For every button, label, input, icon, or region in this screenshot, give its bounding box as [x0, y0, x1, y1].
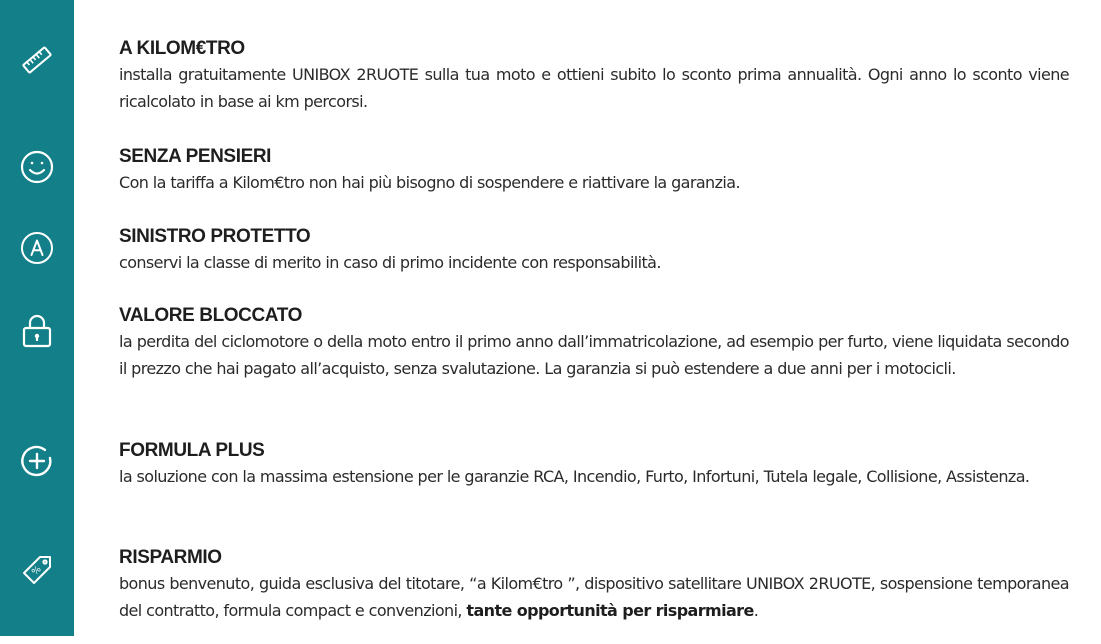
ruler-icon	[19, 42, 55, 78]
section-body	[119, 570, 1069, 624]
smiley-icon	[19, 149, 55, 185]
letter-a-icon	[19, 230, 55, 266]
section-body-end: .	[753, 601, 759, 620]
section-senza-pensieri	[119, 145, 1069, 196]
section-body-highlight: tante opportunità per risparmiare	[466, 601, 754, 620]
section-body: installa gratuitamente UNIBOX 2RUOTE sulla tua moto e ottieni subito lo sconto prima annualità. Ogni anno lo sconto viene ricalcolato in base ai km percorsi.	[119, 65, 1069, 111]
section-body: la soluzione con la massima estensione per le garanzie RCA, Incendio, Furto, Infortuni, Tutela legale, Collisione, Assistenza.	[119, 467, 1030, 486]
section-risparmio	[119, 546, 1069, 624]
section-valore-bloccato	[119, 304, 1069, 382]
section-title: RISPARMIO	[119, 547, 222, 568]
padlock-icon	[19, 312, 55, 348]
discount-tag-icon	[19, 552, 55, 588]
bottom-margin	[0, 636, 1101, 644]
section-body: Con la tariffa a Kilom€tro non hai più bisogno di sospendere e riattivare la garanzia.	[119, 173, 740, 192]
section-body: conservi la classe di merito in caso di primo incidente con responsabilità.	[119, 253, 661, 272]
section-body-text: bonus benvenuto, guida esclusiva del titotare, “a Kilom€tro ”, dispositivo satellitare UNIBOX 2RUOTE, sospensione temporanea del contratto, formula compact e convenzioni,	[119, 574, 1069, 620]
section-sinistro-protetto	[119, 225, 1069, 276]
section-title: VALORE BLOCCATO	[119, 305, 302, 326]
section-a-kilometro	[119, 37, 1069, 115]
section-body: la perdita del ciclomotore o della moto entro il primo anno dall’immatricolazione, ad esempio per furto, viene liquidata secondo il prezzo che hai pagato all’acquisto, senza svalutazione. La garanzia si può estendere a due anni per i motocicli.	[119, 332, 1069, 378]
section-title: SENZA PENSIERI	[119, 146, 272, 167]
section-title: A KILOM€TRO	[119, 38, 245, 59]
section-title: FORMULA PLUS	[119, 440, 265, 461]
sidebar	[0, 0, 74, 644]
plus-circle-icon	[19, 443, 55, 479]
svg-text:%: %	[30, 564, 44, 578]
section-formula-plus	[119, 439, 1069, 490]
section-title: SINISTRO PROTETTO	[119, 226, 311, 247]
